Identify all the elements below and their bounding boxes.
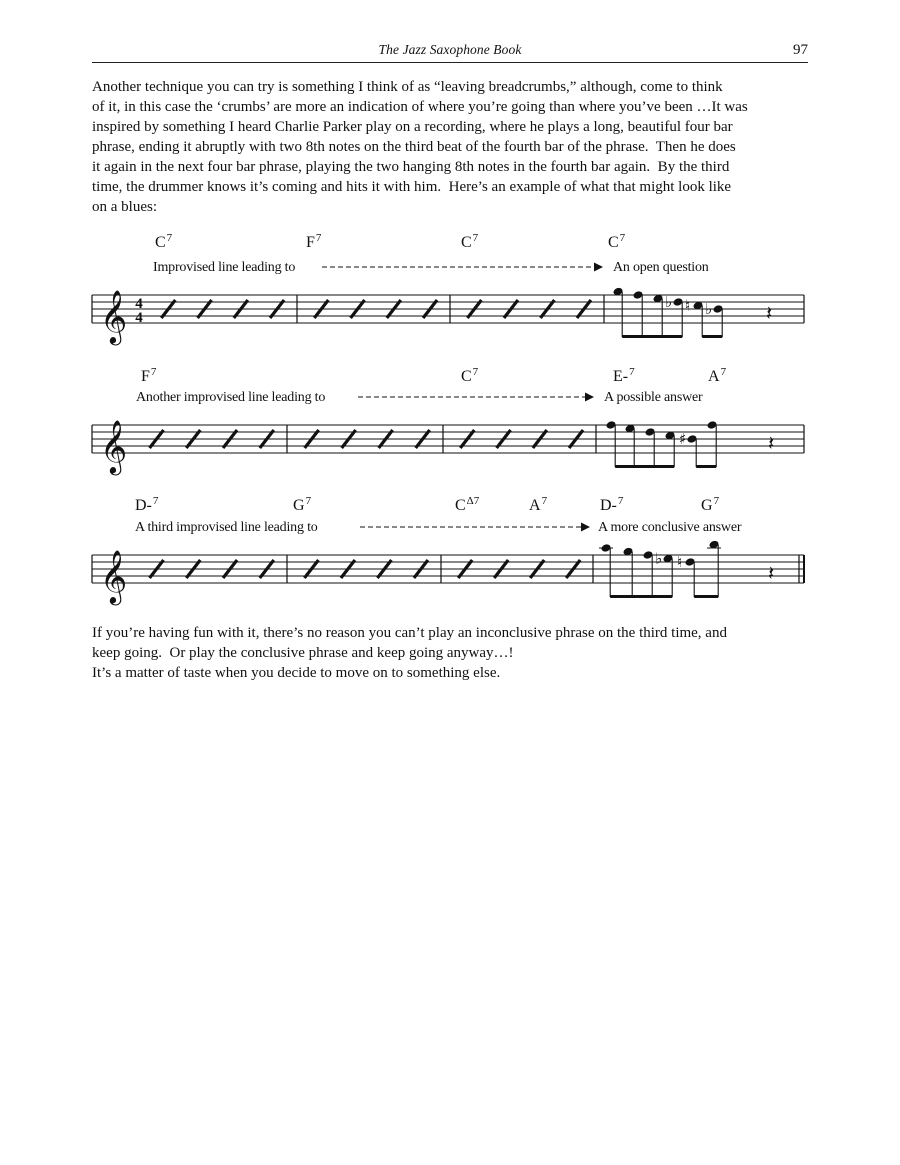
target-text: An open question bbox=[613, 260, 709, 275]
treble-clef-icon: 𝄞 bbox=[100, 549, 128, 603]
staff-lines bbox=[92, 425, 804, 453]
chord-extension: 7 bbox=[472, 232, 479, 244]
arrow-head-icon bbox=[585, 393, 594, 402]
chord-symbol bbox=[600, 495, 624, 514]
chord-symbol bbox=[455, 495, 480, 514]
chord-root: C bbox=[155, 234, 166, 251]
chord-root: D- bbox=[600, 497, 617, 514]
flat-icon: ♭ bbox=[655, 549, 663, 568]
chord-symbol bbox=[708, 366, 727, 385]
chord-symbol bbox=[135, 495, 159, 514]
quarter-rest-icon: 𝄽 bbox=[766, 301, 773, 325]
chord-extension: 7 bbox=[152, 495, 159, 507]
system-2 bbox=[92, 366, 804, 475]
beam bbox=[696, 465, 716, 468]
chord-root: C bbox=[461, 368, 472, 385]
running-header-title: The Jazz Saxophone Book bbox=[378, 42, 522, 57]
system-1 bbox=[92, 232, 804, 345]
chord-symbol bbox=[306, 232, 322, 251]
quarter-rest-icon: 𝄽 bbox=[768, 431, 775, 455]
arrow-head-icon bbox=[581, 523, 590, 532]
chord-symbol bbox=[701, 495, 720, 514]
chord-root: C bbox=[455, 497, 466, 514]
chord-root: C bbox=[608, 234, 619, 251]
arrow-head-icon bbox=[594, 263, 603, 272]
chord-extension: 7 bbox=[617, 495, 624, 507]
chord-root: E- bbox=[613, 368, 629, 385]
system-3 bbox=[92, 495, 804, 605]
treble-clef-icon: 𝄞 bbox=[100, 419, 128, 473]
chord-symbol bbox=[155, 232, 173, 251]
quarter-rest-icon: 𝄽 bbox=[768, 561, 775, 585]
chord-symbol bbox=[461, 366, 479, 385]
chord-symbol bbox=[608, 232, 626, 251]
chord-extension: Δ7 bbox=[466, 495, 480, 507]
flat-icon: ♭ bbox=[665, 293, 673, 311]
chord-root: G bbox=[701, 497, 713, 514]
target-text: A possible answer bbox=[604, 390, 703, 405]
chord-root: G bbox=[293, 497, 305, 514]
lead-text: Another improvised line leading to bbox=[136, 390, 326, 405]
chord-root: F bbox=[306, 234, 315, 251]
natural-icon: ♮ bbox=[685, 296, 691, 315]
beam bbox=[702, 335, 722, 338]
chord-root: D- bbox=[135, 497, 152, 514]
chord-extension: 7 bbox=[472, 366, 479, 378]
chord-root: F bbox=[141, 368, 150, 385]
staff-lines bbox=[92, 555, 804, 583]
sharp-icon: ♯ bbox=[679, 430, 687, 448]
time-signature-top: 4 bbox=[135, 296, 143, 312]
chord-root: C bbox=[461, 234, 472, 251]
treble-clef-icon: 𝄞 bbox=[100, 289, 128, 343]
chord-extension: 7 bbox=[305, 495, 312, 507]
chord-extension: 7 bbox=[619, 232, 626, 244]
chord-root: A bbox=[529, 497, 541, 514]
music-systems bbox=[92, 232, 804, 605]
chord-symbol bbox=[529, 495, 548, 514]
chord-extension: 7 bbox=[166, 232, 173, 244]
chord-extension: 7 bbox=[150, 366, 157, 378]
natural-icon: ♮ bbox=[677, 553, 683, 571]
target-text: A more conclusive answer bbox=[598, 520, 742, 535]
chord-symbol bbox=[613, 366, 635, 385]
outro-paragraph: If you’re having fun with it, there’s no reason you can’t play an inconclusive phrase on the third time, and keep going. Or play the conclusive phrase and keep going anyway…! It’s a matter of taste when you decide to move on to something else. bbox=[92, 625, 727, 681]
page-number: 97 bbox=[793, 42, 808, 58]
chord-extension: 7 bbox=[713, 495, 720, 507]
lead-text: A third improvised line leading to bbox=[135, 520, 318, 535]
intro-paragraph: Another technique you can try is something I think of as “leaving breadcrumbs,” although, come to think of it, in this case the ‘crumbs’ are more an indication of where you’re going than where you’ve been …It was inspired by something I heard Charlie Parker play on a recording, where he plays a long, beautiful four bar phrase, ending it abruptly with two 8th notes on the third beat of the fourth bar of the phrase. Then he does it again in the next four bar phrase, playing the two hanging 8th notes in the fourth bar again. By the third time, the drummer knows it’s coming and hits it with him. Here’s an example of what that might look like on a blues: bbox=[92, 79, 748, 215]
chord-extension: 7 bbox=[315, 232, 322, 244]
lead-text: Improvised line leading to bbox=[153, 260, 296, 275]
beam bbox=[610, 595, 672, 598]
chord-symbol bbox=[461, 232, 479, 251]
chord-extension: 7 bbox=[541, 495, 548, 507]
beam bbox=[622, 335, 682, 338]
chord-root: A bbox=[708, 368, 720, 385]
beam bbox=[694, 595, 718, 598]
chord-extension: 7 bbox=[720, 366, 727, 378]
beam bbox=[615, 465, 674, 468]
chord-extension: 7 bbox=[629, 366, 635, 378]
time-signature-bottom: 4 bbox=[135, 310, 143, 326]
chord-symbol bbox=[293, 495, 312, 514]
flat-icon: ♭ bbox=[705, 300, 713, 318]
chord-symbol bbox=[141, 366, 157, 385]
